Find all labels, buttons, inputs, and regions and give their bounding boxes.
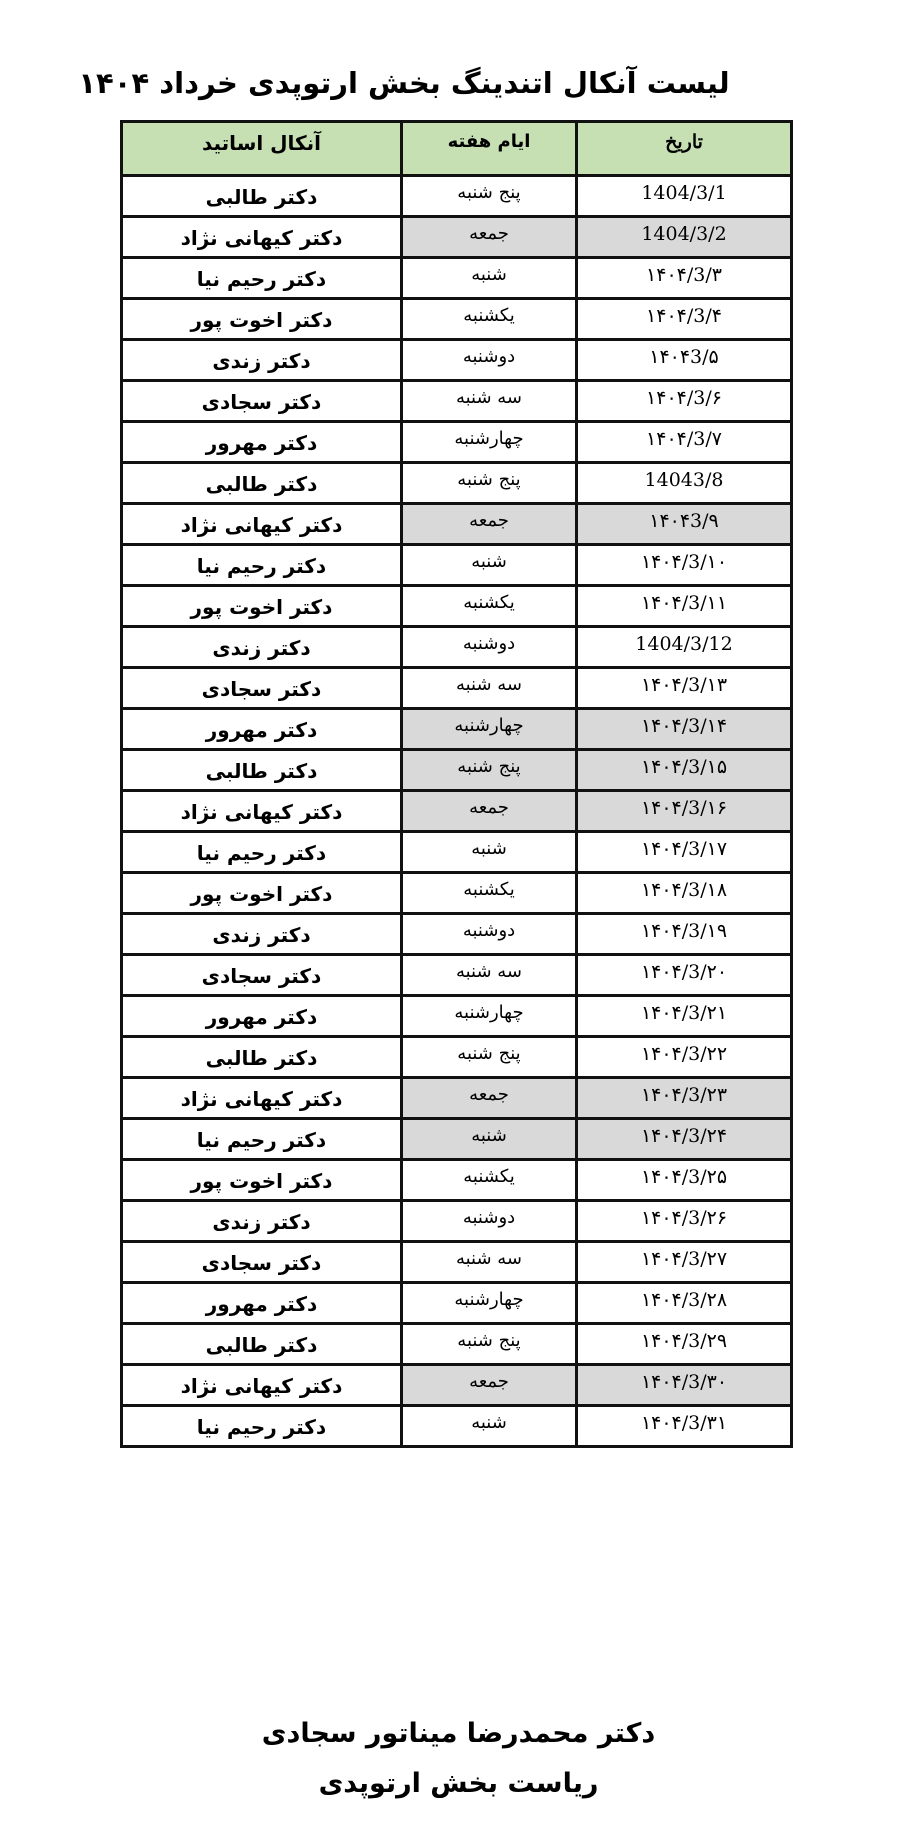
cell-doctor: دکتر رحیم نیا: [122, 832, 402, 873]
table-row: [122, 1324, 792, 1365]
table-row: [122, 955, 792, 996]
cell-doctor: دکتر رحیم نیا: [122, 545, 402, 586]
cell-doctor: دکتر طالبی: [122, 750, 402, 791]
cell-day: دوشنبه: [402, 340, 577, 381]
cell-doctor: دکتر رحیم نیا: [122, 258, 402, 299]
cell-date: ۱۴۰۴/3/۶: [577, 381, 792, 422]
cell-date: ۱۴۰۴/3/۱۷: [577, 832, 792, 873]
table-row: [122, 914, 792, 955]
cell-date: ۱۴۰۴/3/۲۹: [577, 1324, 792, 1365]
cell-day: یکشنبه: [402, 1160, 577, 1201]
cell-date: ۱۴۰۴/3/۱۶: [577, 791, 792, 832]
cell-day: دوشنبه: [402, 1201, 577, 1242]
table-row: [122, 504, 792, 545]
table-row: [122, 627, 792, 668]
table-row: [122, 463, 792, 504]
table-row: [122, 586, 792, 627]
cell-day: شنبه: [402, 258, 577, 299]
oncall-table: [120, 120, 793, 1448]
cell-date: ۱۴۰۴/3/۳: [577, 258, 792, 299]
table-row: [122, 1242, 792, 1283]
cell-day: چهارشنبه: [402, 1283, 577, 1324]
cell-date: ۱۴۰۴/3/۳۰: [577, 1365, 792, 1406]
cell-day: پنج شنبه: [402, 176, 577, 217]
table-row: [122, 1365, 792, 1406]
cell-doctor: دکتر رحیم نیا: [122, 1406, 402, 1447]
signature-name: دکتر محمدرضا میناتور سجادی: [261, 1718, 656, 1749]
cell-date: ۱۴۰۴/3/۱۱: [577, 586, 792, 627]
cell-date: ۱۴۰۴/3/۲۵: [577, 1160, 792, 1201]
cell-day: شنبه: [402, 832, 577, 873]
cell-doctor: دکتر اخوت پور: [122, 1160, 402, 1201]
cell-date: ۱۴۰۴/3/۲۷: [577, 1242, 792, 1283]
cell-date: ۱۴۰۴/3/۴: [577, 299, 792, 340]
cell-day: پنج شنبه: [402, 750, 577, 791]
cell-date: 1404/3/12: [577, 627, 792, 668]
table-row: [122, 1119, 792, 1160]
cell-day: سه شنبه: [402, 668, 577, 709]
cell-day: پنج شنبه: [402, 1324, 577, 1365]
cell-day: سه شنبه: [402, 381, 577, 422]
cell-day: شنبه: [402, 1119, 577, 1160]
cell-doctor: دکتر کیهانی نژاد: [122, 791, 402, 832]
cell-doctor: دکتر کیهانی نژاد: [122, 217, 402, 258]
cell-date: ۱۴۰۴/3/۱۹: [577, 914, 792, 955]
cell-date: ۱۴۰۴/3/۲۸: [577, 1283, 792, 1324]
cell-doctor: دکتر طالبی: [122, 463, 402, 504]
table-row: [122, 791, 792, 832]
cell-date: ۱۴۰۴3/۹: [577, 504, 792, 545]
table-row: [122, 832, 792, 873]
cell-doctor: دکتر کیهانی نژاد: [122, 1078, 402, 1119]
table-row: [122, 340, 792, 381]
cell-date: ۱۴۰۴/3/۲۶: [577, 1201, 792, 1242]
cell-date: ۱۴۰۴/3/۱۸: [577, 873, 792, 914]
cell-day: یکشنبه: [402, 586, 577, 627]
cell-date: ۱۴۰۴/3/۱۰: [577, 545, 792, 586]
cell-date: ۱۴۰۴/3/۲۱: [577, 996, 792, 1037]
cell-doctor: دکتر اخوت پور: [122, 586, 402, 627]
cell-day: سه شنبه: [402, 1242, 577, 1283]
cell-date: ۱۴۰۴/3/۳۱: [577, 1406, 792, 1447]
cell-day: شنبه: [402, 545, 577, 586]
table-row: [122, 381, 792, 422]
cell-doctor: دکتر مهرور: [122, 422, 402, 463]
header-date: تاریخ: [577, 122, 792, 176]
cell-doctor: دکتر اخوت پور: [122, 873, 402, 914]
signature-role: ریاست بخش ارتوپدی: [318, 1768, 599, 1799]
cell-doctor: دکتر سجادی: [122, 381, 402, 422]
cell-day: دوشنبه: [402, 914, 577, 955]
page-title: لیست آنکال اتندینگ بخش ارتوپدی خرداد ۱۴۰۴: [78, 66, 730, 100]
cell-doctor: دکتر طالبی: [122, 1324, 402, 1365]
cell-date: ۱۴۰۴/3/۷: [577, 422, 792, 463]
table-row: [122, 299, 792, 340]
cell-day: شنبه: [402, 1406, 577, 1447]
table-header-row: [122, 122, 792, 176]
cell-doctor: دکتر سجادی: [122, 1242, 402, 1283]
table-row: [122, 709, 792, 750]
cell-doctor: دکتر سجادی: [122, 955, 402, 996]
cell-day: جمعه: [402, 791, 577, 832]
table-row: [122, 668, 792, 709]
table-row: [122, 176, 792, 217]
cell-doctor: دکتر طالبی: [122, 1037, 402, 1078]
cell-doctor: دکتر زندی: [122, 914, 402, 955]
cell-doctor: دکتر رحیم نیا: [122, 1119, 402, 1160]
table-row: [122, 545, 792, 586]
header-doctor: آنکال اساتید: [122, 122, 402, 176]
cell-day: چهارشنبه: [402, 996, 577, 1037]
table-row: [122, 1037, 792, 1078]
cell-day: پنج شنبه: [402, 1037, 577, 1078]
cell-day: سه شنبه: [402, 955, 577, 996]
table-row: [122, 1078, 792, 1119]
cell-doctor: دکتر کیهانی نژاد: [122, 1365, 402, 1406]
cell-doctor: دکتر سجادی: [122, 668, 402, 709]
cell-day: یکشنبه: [402, 299, 577, 340]
cell-date: 1404/3/1: [577, 176, 792, 217]
cell-doctor: دکتر زندی: [122, 627, 402, 668]
header-day: ایام هفته: [402, 122, 577, 176]
cell-date: ۱۴۰۴/3/۱۳: [577, 668, 792, 709]
table-row: [122, 217, 792, 258]
cell-day: جمعه: [402, 504, 577, 545]
cell-doctor: دکتر اخوت پور: [122, 299, 402, 340]
cell-day: جمعه: [402, 217, 577, 258]
table-body: [122, 176, 792, 1447]
cell-date: ۱۴۰۴/3/۲۰: [577, 955, 792, 996]
cell-doctor: دکتر مهرور: [122, 709, 402, 750]
cell-day: دوشنبه: [402, 627, 577, 668]
cell-date: 1404/3/2: [577, 217, 792, 258]
table-row: [122, 873, 792, 914]
cell-day: جمعه: [402, 1365, 577, 1406]
cell-doctor: دکتر طالبی: [122, 176, 402, 217]
cell-day: پنج شنبه: [402, 463, 577, 504]
cell-date: ۱۴۰۴/3/۱۴: [577, 709, 792, 750]
table-row: [122, 258, 792, 299]
table-row: [122, 1283, 792, 1324]
cell-day: یکشنبه: [402, 873, 577, 914]
cell-date: ۱۴۰۴/3/۱۵: [577, 750, 792, 791]
table-row: [122, 1160, 792, 1201]
table-row: [122, 422, 792, 463]
cell-date: ۱۴۰۴/3/۲۳: [577, 1078, 792, 1119]
table-row: [122, 1201, 792, 1242]
cell-doctor: دکتر کیهانی نژاد: [122, 504, 402, 545]
cell-day: جمعه: [402, 1078, 577, 1119]
cell-doctor: دکتر مهرور: [122, 1283, 402, 1324]
cell-doctor: دکتر زندی: [122, 340, 402, 381]
cell-doctor: دکتر زندی: [122, 1201, 402, 1242]
cell-doctor: دکتر مهرور: [122, 996, 402, 1037]
cell-date: ۱۴۰۴/3/۲۴: [577, 1119, 792, 1160]
cell-date: ۱۴۰۴3/۵: [577, 340, 792, 381]
table-row: [122, 1406, 792, 1447]
table-row: [122, 996, 792, 1037]
cell-date: 14043/8: [577, 463, 792, 504]
cell-date: ۱۴۰۴/3/۲۲: [577, 1037, 792, 1078]
cell-day: چهارشنبه: [402, 709, 577, 750]
cell-day: چهارشنبه: [402, 422, 577, 463]
table-row: [122, 750, 792, 791]
